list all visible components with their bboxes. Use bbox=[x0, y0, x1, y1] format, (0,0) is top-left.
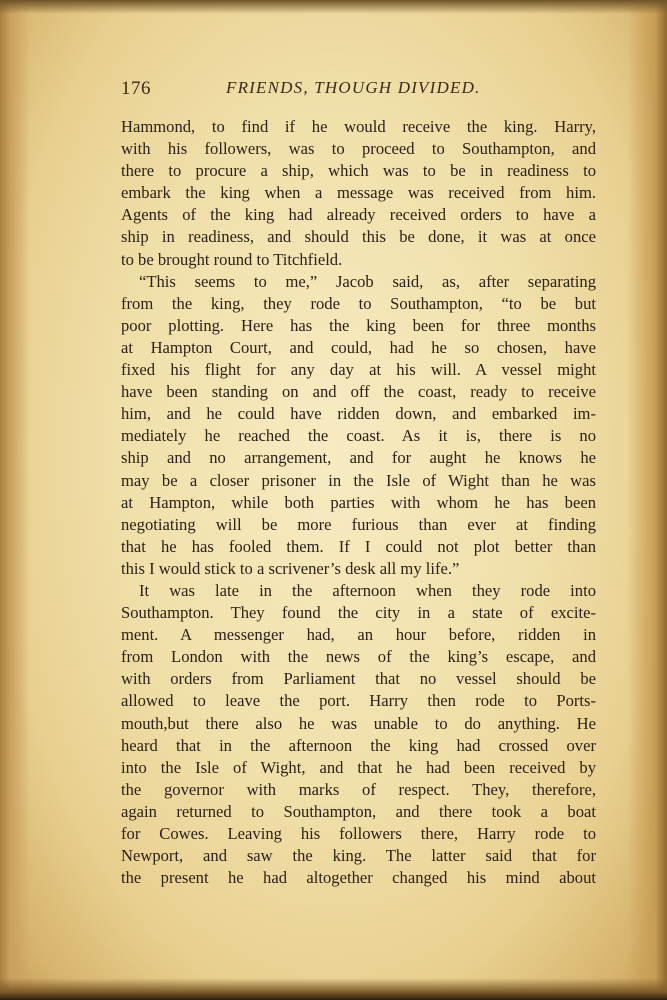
text-line: with orders from Parliament that no vessel should be bbox=[121, 669, 596, 689]
text-line: ship and no arrangement, and for aught he knows he bbox=[121, 448, 596, 468]
running-title: FRIENDS, THOUGH DIVIDED. bbox=[226, 78, 481, 97]
text-line: with his followers, was to proceed to Southampton, and bbox=[121, 139, 596, 159]
text-line: this I would stick to a scrivener’s desk all my life.” bbox=[121, 558, 460, 578]
page-header bbox=[121, 76, 595, 104]
text-line: to be brought round to Titchfield. bbox=[121, 249, 343, 269]
text-line: ment. A messenger had, an hour before, ridden in bbox=[121, 625, 596, 645]
text-line: Newport, and saw the king. The latter said that for bbox=[121, 846, 596, 866]
text-line: It was late in the afternoon when they rode into bbox=[139, 580, 596, 600]
text-line: at Hampton, while both parties with whom he has been bbox=[121, 492, 596, 512]
text-line: negotiating will be more furious than ever at finding bbox=[121, 514, 596, 534]
body-text bbox=[121, 116, 596, 889]
text-line: ship in readiness, and should this be done, it was at once bbox=[121, 227, 596, 247]
text-line: embark the king when a message was received from him. bbox=[121, 183, 596, 203]
text-line: mediately he reached the coast. As it is, there is no bbox=[121, 426, 596, 446]
text-line: fixed his flight for any day at his will. A vessel might bbox=[121, 360, 596, 380]
text-line: again returned to Southampton, and there took a boat bbox=[121, 801, 596, 821]
text-line: poor plotting. Here has the king been for three months bbox=[121, 315, 596, 335]
page-edge-top bbox=[0, 0, 667, 14]
page-edge-left bbox=[0, 0, 30, 1000]
text-line: “This seems to me,” Jacob said, as, after separating bbox=[139, 271, 596, 291]
text-line: have been standing on and off the coast, ready to receive bbox=[121, 382, 596, 402]
text-line: him, and he could have ridden down, and embarked im- bbox=[121, 404, 596, 424]
text-line: Hammond, to find if he would receive the king. Harry, bbox=[121, 117, 596, 136]
text-line: Agents of the king had already received orders to have a bbox=[121, 205, 596, 225]
text-line: from London with the news of the king’s escape, and bbox=[121, 647, 596, 667]
text-line: into the Isle of Wight, and that he had been received by bbox=[121, 757, 596, 777]
text-line: there to procure a ship, which was to be in readiness to bbox=[121, 161, 596, 181]
text-line: may be a closer prisoner in the Isle of Wight than he was bbox=[121, 470, 596, 490]
text-line: for Cowes. Leaving his followers there, Harry rode to bbox=[121, 824, 596, 843]
text-line: allowed to leave the port. Harry then rode to Ports- bbox=[121, 691, 596, 711]
page-edge-bottom bbox=[0, 978, 667, 1000]
text-line: from the king, they rode to Southampton, “to be but bbox=[121, 293, 596, 313]
text-line: that he has fooled them. If I could not plot better than bbox=[121, 536, 596, 556]
text-line: the present he had altogether changed his mind about bbox=[121, 868, 596, 888]
text-line: mouth,but there also he was unable to do anything. He bbox=[121, 713, 596, 733]
text-line: at Hampton Court, and could, had he so chosen, have bbox=[121, 337, 596, 357]
page-number: 176 bbox=[121, 78, 151, 99]
text-line: Southampton. They found the city in a state of excite- bbox=[121, 603, 596, 623]
page-edge-right bbox=[627, 0, 667, 1000]
text-line: the governor with marks of respect. They, therefore, bbox=[121, 779, 596, 799]
text-line: heard that in the afternoon the king had crossed over bbox=[121, 735, 596, 755]
